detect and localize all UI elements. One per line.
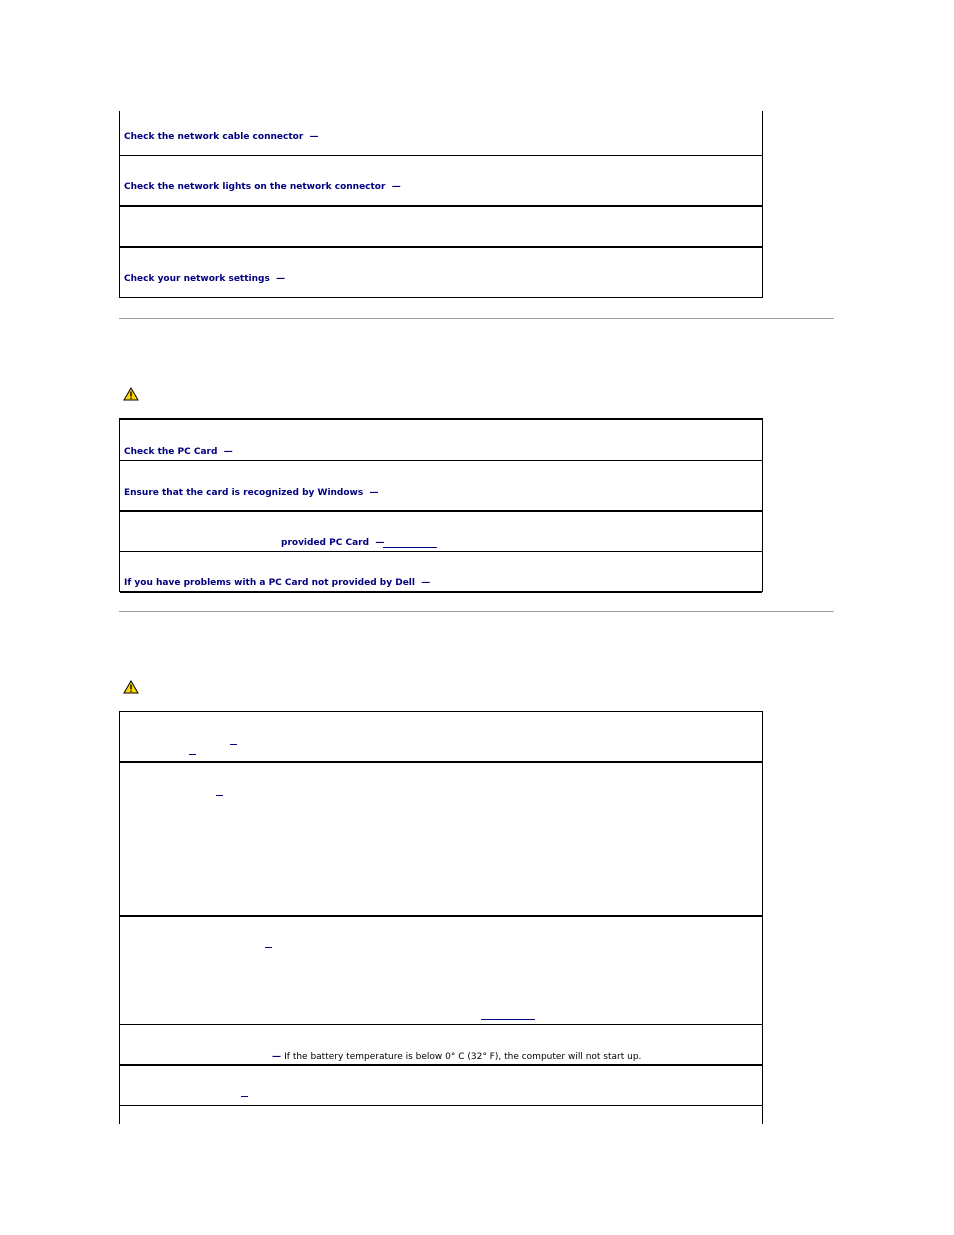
link-mark[interactable] (189, 754, 196, 755)
table-row (120, 763, 762, 917)
table-row (120, 461, 762, 512)
table-row (120, 1066, 762, 1106)
table-row (120, 207, 762, 248)
row-heading: If you have problems with a PC Card not provided by Dell (124, 578, 415, 588)
link-underline[interactable] (383, 547, 437, 548)
table-row (120, 1106, 762, 1124)
dash: — (309, 132, 319, 142)
section-divider (119, 611, 834, 612)
dash: — (421, 578, 431, 588)
dash: — (375, 538, 385, 548)
row-heading: Ensure that the card is recognized by Windows (124, 488, 364, 498)
table-row (120, 420, 762, 461)
dash: — (391, 182, 401, 192)
table-row (120, 552, 762, 593)
table-row (120, 248, 762, 298)
warning-triangle-icon (123, 680, 139, 694)
link-mark[interactable] (265, 947, 272, 948)
dash: — (272, 1052, 281, 1062)
table-row (120, 1025, 762, 1066)
dash: — (276, 274, 286, 284)
dash: — (223, 447, 233, 457)
table-row (120, 111, 762, 156)
link-mark[interactable] (230, 744, 237, 745)
dash: — (369, 488, 379, 498)
battery-temperature-note: If the battery temperature is below 0° C (32° F), the computer will not start up. (284, 1052, 642, 1062)
section-divider (119, 318, 834, 319)
link-mark[interactable] (216, 795, 223, 796)
table-row (120, 156, 762, 207)
power-problems-table (119, 711, 763, 1124)
link-underline[interactable] (481, 1019, 535, 1020)
row-heading: Check the network lights on the network connector (124, 182, 386, 192)
pc-card-problems-table (119, 418, 763, 592)
network-problems-table (119, 111, 763, 298)
link-mark[interactable] (241, 1096, 248, 1097)
row-heading: Check your network settings (124, 274, 270, 284)
row-heading: Check the PC Card (124, 447, 218, 457)
table-row (120, 712, 762, 763)
warning-triangle-icon (123, 387, 139, 401)
table-row (120, 512, 762, 552)
row-heading: Check the network cable connector (124, 132, 304, 142)
row-heading: provided PC Card (281, 538, 370, 548)
table-row (120, 917, 762, 1025)
